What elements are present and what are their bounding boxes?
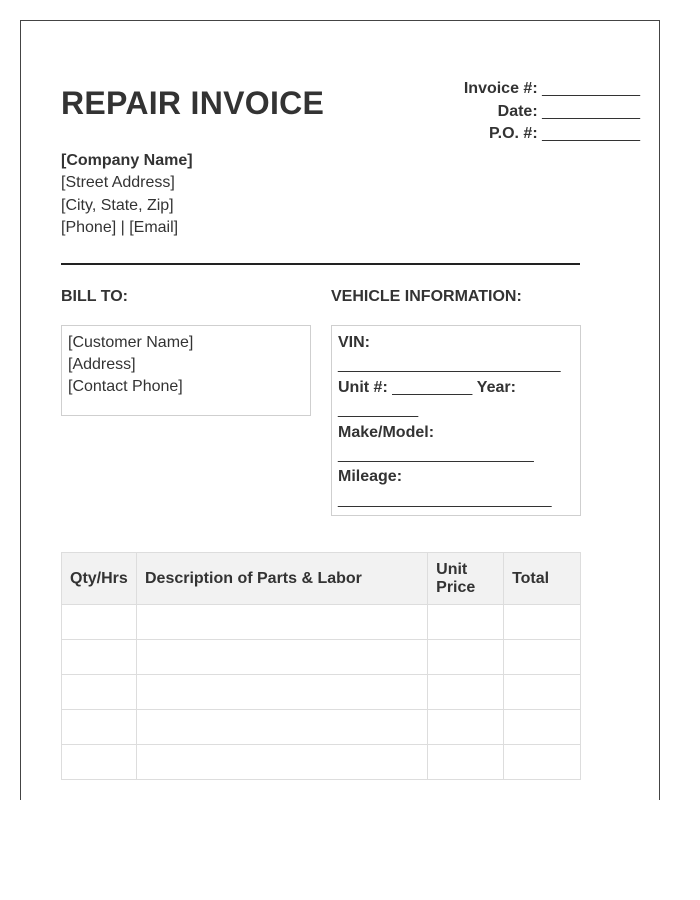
customer-address: [Address] (68, 356, 136, 373)
unit-price-cell[interactable] (428, 640, 504, 675)
line-items-table (61, 552, 581, 780)
bill-to-heading: BILL TO: (61, 288, 128, 305)
year-field[interactable]: _________ (338, 401, 419, 419)
vehicle-info-box (331, 325, 581, 516)
table-row (62, 640, 581, 675)
total-cell[interactable] (504, 710, 581, 745)
table-header-row (62, 553, 581, 605)
company-city: [City, State, Zip] (61, 196, 174, 214)
total-cell[interactable] (504, 640, 581, 675)
company-name: [Company Name] (61, 152, 193, 169)
invoice-number-label: Invoice #: (463, 80, 538, 97)
line-items-body (62, 605, 581, 780)
description-cell[interactable] (136, 710, 427, 745)
vin-field[interactable]: _________________________ (338, 356, 561, 374)
unit-field[interactable]: _________ (392, 378, 473, 396)
year-label: Year: (476, 378, 516, 396)
description-cell[interactable] (136, 640, 427, 675)
table-row (62, 710, 581, 745)
total-cell[interactable] (504, 605, 581, 640)
description-cell[interactable] (136, 745, 427, 780)
table-row (62, 605, 581, 640)
qty-cell[interactable] (62, 675, 137, 710)
customer-phone: [Contact Phone] (68, 378, 183, 395)
total-cell[interactable] (504, 675, 581, 710)
po-number-row (464, 123, 640, 146)
invoice-title: REPAIR INVOICE (61, 85, 325, 121)
unit-price-cell[interactable] (428, 605, 504, 640)
bill-to-box[interactable] (61, 325, 311, 416)
company-street: [Street Address] (61, 174, 175, 192)
company-info (61, 150, 193, 239)
invoice-meta (464, 78, 640, 146)
po-number-field[interactable]: ___________ (542, 125, 640, 142)
unit-price-header-line1: Unit (436, 560, 468, 578)
header-divider (61, 263, 580, 265)
table-row (62, 745, 581, 780)
customer-name: [Customer Name] (68, 334, 194, 351)
mileage-field[interactable]: ________________________ (338, 490, 552, 508)
unit-price-header-line2: Price (436, 578, 476, 596)
date-field[interactable]: ___________ (542, 102, 640, 120)
qty-cell[interactable] (62, 605, 137, 640)
qty-cell[interactable] (62, 745, 137, 780)
unit-price-header (428, 553, 504, 605)
invoice-number-field[interactable]: ___________ (542, 80, 640, 97)
total-cell[interactable] (504, 745, 581, 780)
make-model-label: Make/Model: (338, 423, 435, 441)
unit-price-cell[interactable] (428, 710, 504, 745)
qty-cell[interactable] (62, 640, 137, 675)
total-header: Total (504, 553, 581, 605)
make-model-line (338, 422, 574, 444)
mileage-label: Mileage: (338, 468, 403, 486)
unit-year-line (338, 377, 574, 399)
make-model-field[interactable]: ______________________ (338, 446, 534, 464)
unit-label: Unit #: (338, 378, 388, 396)
po-number-label: P.O. #: (489, 125, 538, 142)
date-row (464, 101, 640, 124)
unit-price-cell[interactable] (428, 675, 504, 710)
invoice-number-row (464, 78, 640, 101)
date-label: Date: (497, 102, 538, 120)
qty-header: Qty/Hrs (62, 553, 137, 605)
table-row (62, 675, 581, 710)
description-header: Description of Parts & Labor (136, 553, 427, 605)
vehicle-info-heading: VEHICLE INFORMATION: (331, 288, 522, 305)
unit-price-cell[interactable] (428, 745, 504, 780)
vin-label: VIN: (338, 334, 370, 351)
vin-line (338, 332, 574, 354)
qty-cell[interactable] (62, 710, 137, 745)
description-cell[interactable] (136, 675, 427, 710)
description-cell[interactable] (136, 605, 427, 640)
company-contact: [Phone] | [Email] (61, 218, 179, 236)
mileage-line (338, 466, 574, 488)
